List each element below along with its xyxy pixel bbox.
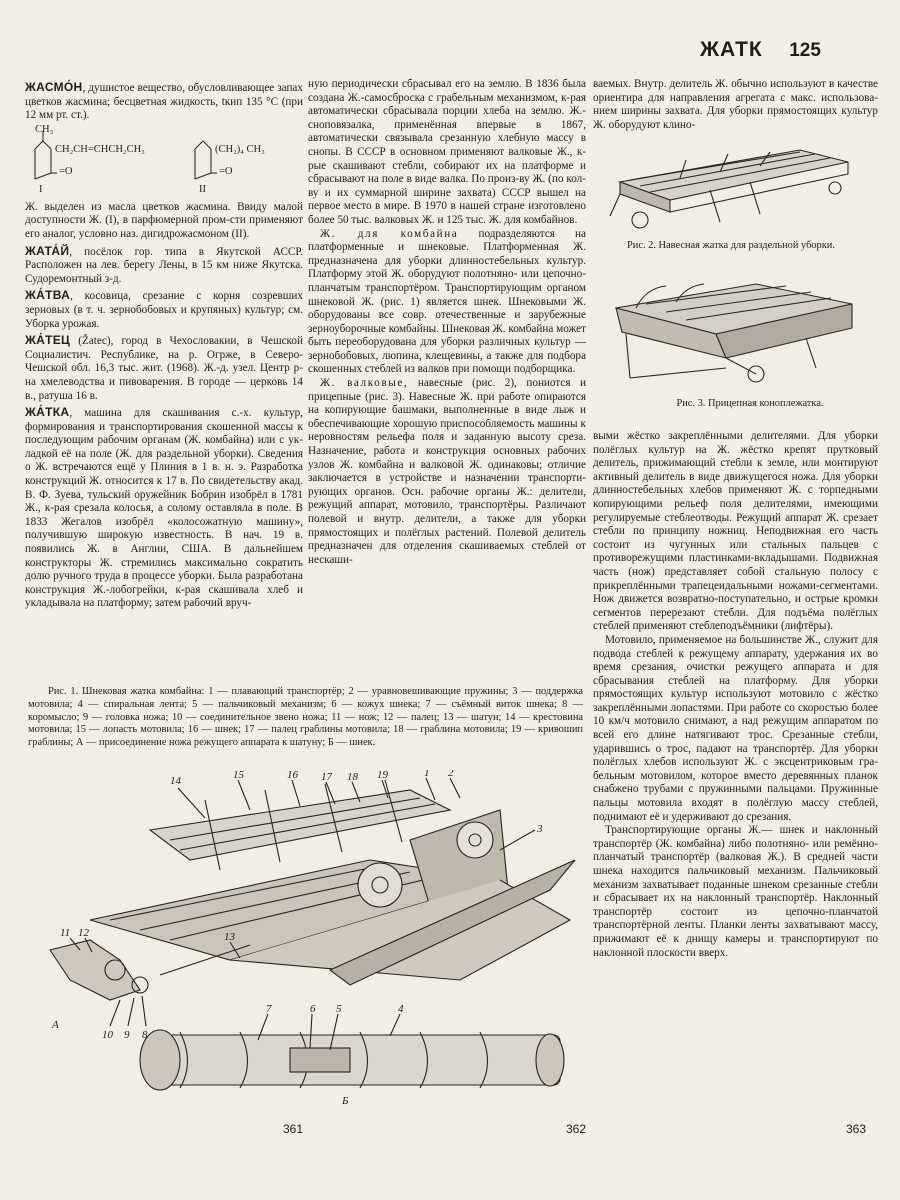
fig1-label-15: 15 [233,770,244,781]
fig1-label-18: 18 [347,771,358,783]
page-number: 125 [789,40,821,61]
chemical-structures [25,127,303,197]
column2-paragraph-3 [308,377,586,567]
fig1-label-7: 7 [266,1003,272,1015]
column2-paragraph-2-text: подразделяются на платформенные и шнековые. Платформенная Ж. предназначена для уборки длинностебельных культур. Платформу этой Ж. оборудуют полотняно- или цепочно-планчатым транспортёром. Транспортирующим органом шнековой Ж. (рис. 1) является шнек. Шнековыми Ж. оборудованы все совр. отечественные и зарубежные зерноуборочные комбайны. Шнековая Ж. комбайна может быть переоборудована для уборки различных культур — зернобобовых, люпина, клещевины, а также для подбора скошенных стеблей из валков при помощи подборщика. [308,227,586,376]
jasmon-text: , душистое вещество, обусловливающее запах цветков жасмина; бесцветная жидкость, tкип 135 °C (при 12 мм рт. ст.). [25,82,303,122]
formula-side-chain-2: (CH₂)₄ CH₃ [215,143,265,155]
headword-jasmon: ЖАСМО́Н [25,80,83,94]
headword-zhatva: ЖА́ТВА [25,288,71,303]
fig1-label-14: 14 [170,775,181,787]
figure-3-hemp-reaper [606,278,860,390]
label-structure-ii: II [199,183,206,195]
fig1-label-13: 13 [224,931,235,943]
entry-zhatva [25,289,303,331]
formula-ch3: CH₃ [35,123,54,135]
headword-zhatec: ЖА́ТЕЦ [25,333,71,348]
column2-paragraph-1: ную периодически сбрасывал его на землю. В 1836 была создана Ж.-самосброска с грабельным механизмом, к-рая автоматически сбрасывала порции хлеба на землю. Ж.-сноповязалка, применённая впервые в 1867, автоматически связывала срезанную хлебную массу в снопы. В СССР в основном применяют валковые Ж., к-рые скашивают стебли, собирают их на платформе и сбрасывают на поле в виде валка. По произ-ву Ж. (по кол-ву и их суммарной ширине захвата) СССР вышел на первое место в мире. В 1970 в нашей стране изготовлено более 50 тыс. валковых Ж. и 125 тыс. Ж. для комбайнов. [308,78,586,226]
column3-paragraph-1: выми жёстко закреплёнными делителями. Для уборки полёглых культур на Ж. жёстко крепят прутковый делитель, прижимающий стебли к земле, или монтируют активный делитель в виде движущегося ножа. Для уборки длинностебельных хлебов применяют Ж. с торпедными копирующими рельеф поля делителями, имеющими регулируемые стеблeотводы. Режущий аппарат Ж. срезает стебли по принципу ножниц. Неподвижная его часть состоит из чугунных или стальных пальцев с противорежущими пластинками-вкладышами. Подвижная часть (нож) представляет собой стальную полосу с прикреплёнными трапецеидальными ножами-сегментами. Нож движется возвратно-поступательно, и острые кромки сегментов перерезают стебли. Для подъёма полёглых стеблей применяют стеблеподъёмники (лифтёры). [593,430,878,633]
folio-left: 361 [283,1122,304,1136]
fig1-label-17: 17 [321,771,332,783]
subhead-combine-headers: Ж. для комбайна [320,227,459,240]
column2-paragraph-2 [308,228,586,378]
fig1-label-19: 19 [377,770,388,781]
entry-zhatai [25,245,303,287]
figure-2-mounted-header [600,142,860,236]
zhatka-text: , машина для скашивания с.-х. культур, формирования и транспортирования скошенной массы к последующим рабочим органам (Ж. комбайна) или с укладкой её на поле (Ж. для раздельной уборки). Сведения о Ж. встречаются ещё у Плиния в 1 в. н. э. Разработка конструкций Ж. относится к 17 в. По свидетельству акад. В. Ф. Зуева, тульский оружейник Бобрин изобрёл в 1781 Ж., к-рая срезала колосья, а солому оставляла в поле. В 1833 Жегалов изобрёл «колосожатную машину», получившую широкую известность. В нач. 19 в. появились Ж. в Англии, США. В дальнейшем конструкторы Ж. стремились максимально сократить долю ручного труда в процессе уборки. Была разработана конструкция Ж.-лобогрейки, к-рая скашивала хлеб и укладывала на платформу; затем рабочий вруч- [25,407,303,610]
figure-3-caption: Рис. 3. Прицепная коноплежатка. [676,398,824,409]
headword-zhatai: ЖАТА́Й [25,243,70,258]
entry-jasmon [25,81,303,123]
fig1-label-10: 10 [102,1029,113,1041]
folio-right: 363 [846,1122,867,1136]
running-headword: ЖАТК [700,38,763,61]
zhatva-text: , косовица, срезание с корня созревших зерновых (в т. ч. зернобобовых и крупяных) культур; см. Уборка урожая. [25,290,303,330]
fig1-label-5: 5 [336,1003,342,1015]
subhead-windrow-headers: Ж. валковые, [320,377,409,390]
fig1-label-9: 9 [124,1029,130,1041]
running-head [700,38,860,62]
label-structure-i: I [39,183,43,195]
column-1 [25,78,303,611]
figure-1-caption: Рис. 1. Шнековая жатка комбайна: 1 — плавающий транспортёр; 2 — уравновешивающие пружины; 3 — поддержка мотовила; 4 — спиральная лента; 5 — пальчиковый механизм; 6 — кожух шнека; 7 — съёмный виток шнека; 8 — коромысло; 9 — головка ножа; 10 — соединительное звено ножа; 11 — нож; 12 — палец; 13 — шатун; 14 — крестовина мотовила; 15 — лопасть мотовила; 16 — шнек; 17 — палец граблины мотовила; 18 — граблина мотовила; 19 — кривошип граблины; А — присоединение ножа режущего аппарата к шатуну; Б — шнек. [28,686,583,749]
headword-zhatka: ЖА́ТКА [25,405,70,420]
entry-zhatec [25,334,303,403]
entry-zhatka [25,406,303,611]
fig1-label-2: 2 [448,770,454,779]
column-3-top [593,78,878,132]
column3-paragraph-3: Транспортирующие органы Ж.— шнек и наклонный транспортёр (Ж. комбайна) либо полотняно- или ремённо-планчатый транспортёр (валковая Ж.). В средней части шнека находится пальчиковый механизм. Пальчиковый механизм захватывает поданные шнеком срезанные стебли и сбрасывает их на наклонный транспортёр. Наклонный транспортёр состоит из цепочно-планчатой транспортёрной ленты. Планки ленты захватывают массу, прижимают её к днищу камеры и транспортируют по наклонной плоскости вверх. [593,824,878,959]
fig1-label-16: 16 [287,770,298,781]
zhatec-text: (Žatec), город в Чехословакии, в Чешской Социалистич. Республике, на р. Огрже, в Северо-Чешской обл. 16,3 тыс. жит. (1968). Ж.-д. узел. Центр р-на хмелеводства и пивоварения. В городе — церковь 14 в., ратуша 16 в. [25,335,303,402]
folio-middle: 362 [566,1122,587,1136]
column2-paragraph-3-text: навесные (рис. 2), пониотся и прицепные (рис. 3). Навесные Ж. при работе опираются на копирующие башмаки, выполненные в виде лыж и обеспечивающие хорошую приспособляемость машины к неровностям рельефа поля и заданную высоту среза. Назначение, работа и конструкция основных рабочих узлов Ж. комбайна и валковой Ж. одинаковы; отличие заключается в устройстве и назначении транспортирующих органов. Осн. рабочие органы Ж.: делители, режущий аппарат, мотовило, транспортёры. Различают полевой и внутр. делители, а также для уборки прямостоящих и полёглых растений. Полевой делитель предназначен для отделения скашиваемых стеблей от нескаши- [308,377,586,566]
figure-1-auger-header [30,770,590,1110]
fig1-label-12: 12 [78,927,89,939]
fig1-label-3: 3 [537,823,543,835]
formula-side-chain-1: CH₂CH=CHCH₂CH₃ [55,143,145,155]
column3-paragraph-2: Мотовило, применяемое на большинстве Ж., служит для подвода стеблей к режущему аппарату, удержания их во время срезания, очистки режущего аппарата и для сбрасывания стеблей на платформу. Для уборки прямостоящих культур используют мотовило с жёстко закреплёнными лопастями. При работе со скоростью более 10 км/ч мотовило снимают, а над режущим аппаратом по всей его длине натягивают трос. Срезанные стебли, ударившись о трос, падают на транспортёр. Для уборки полёглых хлебов используют Ж. с эксцентриковым грабельным мотовилом, которое вместо деревянных планок снабжено трубами с пружинными пальцами. Пружинные пальцы мотовила входят в полёглую массу стеблей, поднимают её и удерживают до срезания. [593,633,878,823]
fig1-label-4: 4 [398,1003,404,1015]
fig1-label-b: Б [342,1095,349,1107]
column-2 [308,78,586,567]
fig1-label-8: 8 [142,1029,148,1041]
formula-carbonyl-2: =O [219,165,233,177]
fig1-label-6: 6 [310,1003,316,1015]
jasmon-text-2: Ж. выделен из масла цветков жасмина. Ввиду малой доступности Ж. (I), в парфюмерной пром-сти применяют его аналог, условно наз. дигидрожасмоном (II). [25,200,303,240]
fig1-label-a: А [52,1019,59,1031]
chemical-formula [25,123,303,197]
column-3-bottom [593,430,878,960]
fig1-label-11: 11 [60,927,71,939]
zhatai-text: , посёлок гор. типа в Якутской АССР. Расположен на лев. берегу Лены, в 15 км ниже Якутска. Судоремонтный з-д. [25,245,303,285]
column3-paragraph-top: ваемых. Внутр. делитель Ж. обычно используют в качестве ориентира для направления агрегата с макс. использованием ширины захвата. Для уборки прямостоящих культур Ж. оборудуют клино- [593,78,878,131]
figure-2-caption: Рис. 2. Навесная жатка для раздельной уборки. [627,240,835,251]
fig1-label-1: 1 [424,770,430,779]
formula-carbonyl-1: =O [59,165,73,177]
